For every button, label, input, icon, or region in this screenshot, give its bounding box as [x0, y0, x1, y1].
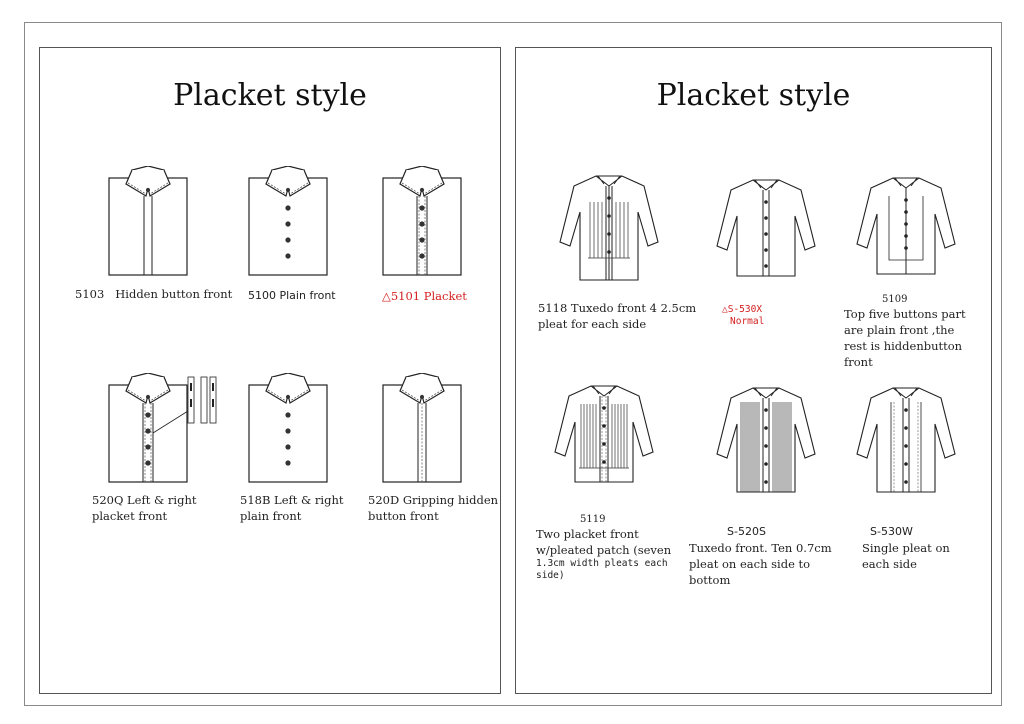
shirt-5101 [382, 166, 462, 276]
shirt-520D [382, 373, 462, 483]
shirt-5103 [108, 166, 188, 276]
shirt-5109 [851, 174, 961, 284]
caption-line: pleat on each side to [689, 557, 811, 571]
left-right-placket-icon [108, 373, 218, 483]
caption-line: front [844, 355, 873, 369]
shirt-5100 [248, 166, 328, 276]
caption-line: 5118 Tuxedo front 4 2.5cm [538, 301, 697, 315]
caption-5109 [844, 294, 966, 370]
caption-line: Normal [730, 316, 765, 327]
pleated-patch-icon [549, 382, 659, 492]
item-code: 5103 [75, 287, 105, 301]
caption-S-530W [862, 524, 950, 572]
right-panel-title: Placket style [656, 78, 851, 113]
caption-line: w/pleated patch (seven [536, 543, 672, 557]
caption-5118 [538, 300, 696, 332]
normal-shirt-icon [711, 176, 821, 286]
shirt-S-520S [711, 384, 821, 494]
caption-line: placket front [92, 509, 168, 523]
caption-line: pleat for each side [538, 317, 647, 331]
caption-line: side) [536, 570, 565, 581]
caption-line: Two placket front [536, 527, 639, 541]
single-pleat-icon [851, 384, 961, 494]
caption-520Q [92, 492, 196, 524]
tuxedo-pleat-icon [554, 172, 664, 282]
caption-line: plain front [240, 509, 302, 523]
shirt-520Q [108, 373, 218, 483]
shirt-5119 [549, 382, 659, 492]
caption-520D [368, 492, 498, 524]
hidden-button-front-icon [108, 166, 188, 276]
caption-line: Single pleat on [862, 541, 950, 555]
caption-S-530X [722, 304, 764, 328]
shirt-S-530X [711, 176, 821, 286]
caption-line: 520D Gripping hidden [368, 493, 499, 507]
caption-line: Top five buttons part [844, 307, 966, 321]
gripping-hidden-icon [382, 373, 462, 483]
shirt-5118 [554, 172, 664, 282]
caption-line: Tuxedo front. Ten 0.7cm [689, 541, 832, 555]
caption-518B [240, 492, 344, 524]
left-panel [39, 47, 501, 694]
caption-5103 [75, 286, 232, 302]
shirt-S-530W [851, 384, 961, 494]
caption-line: 1.3cm width pleats each [536, 558, 668, 569]
caption-5119 [536, 514, 671, 582]
item-code: 5119 [580, 514, 606, 525]
caption-line: button front [368, 509, 439, 523]
caption-line: △S-530X [722, 304, 763, 315]
caption-line: rest is hiddenbutton [844, 339, 963, 353]
caption-5100: 5100 Plain front [248, 289, 336, 302]
placket-icon [382, 166, 462, 276]
top-five-buttons-icon [851, 174, 961, 284]
item-code: S-530W [870, 525, 913, 538]
item-code: S-520S [727, 525, 766, 538]
left-panel-title: Placket style [173, 78, 367, 113]
caption-5101: △5101 Placket [382, 289, 467, 303]
caption-S-520S [689, 524, 832, 588]
plain-front-icon [248, 166, 328, 276]
left-right-plain-icon [248, 373, 328, 483]
tuxedo-ten-pleat-icon [711, 384, 821, 494]
caption-line: each side [862, 557, 917, 571]
caption-line: are plain front ,the [844, 323, 955, 337]
item-code: 5109 [882, 294, 908, 305]
right-panel [515, 47, 992, 694]
caption-line: 518B Left & right [240, 493, 344, 507]
caption-line: bottom [689, 573, 731, 587]
caption-line: 520Q Left & right [92, 493, 197, 507]
shirt-518B [248, 373, 328, 483]
item-label: Hidden button front [115, 287, 233, 301]
